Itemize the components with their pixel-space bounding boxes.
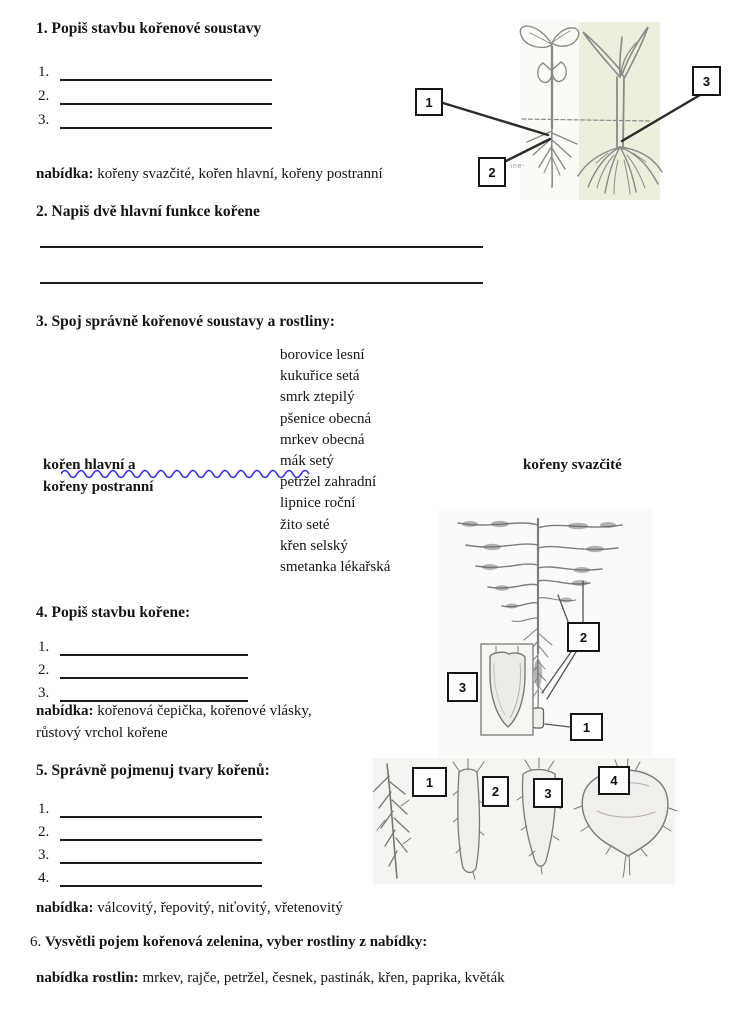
q3-right-option: kořeny svazčité: [523, 457, 622, 473]
q5-blank-row: [38, 868, 262, 887]
q1-blank-row: [38, 86, 272, 105]
q3-connection-squiggle: [61, 466, 315, 479]
q1-word-bank: [36, 166, 383, 183]
plant-item: pšenice obecná: [280, 410, 372, 427]
q5-blank-1-number: 1.: [38, 801, 50, 817]
q4-word-bank-line2: růstový vrchol kořene: [36, 725, 168, 741]
figA-label-2: 2: [478, 157, 506, 187]
q4-word-bank-text: kořenová čepička, kořenové vlásky,: [93, 703, 312, 719]
q4-blank-3-number: 3.: [38, 685, 50, 701]
q1-blank-3-number: 3.: [38, 112, 50, 128]
figC-label-4: 4: [598, 766, 630, 795]
q6-word-bank: [36, 970, 505, 987]
q1-blank-1-line: [60, 62, 272, 81]
plant-item: mák setý: [280, 453, 334, 470]
q4-blank-row: [38, 683, 248, 702]
q6-word-bank-label: nabídka rostlin:: [36, 970, 139, 986]
q4-title: 4. Popiš stavbu kořene:: [36, 604, 191, 621]
figC-label-1: 1: [412, 767, 447, 797]
q4-blank-1-line: [60, 637, 248, 656]
q4-blank-3-line: [60, 683, 248, 702]
q3-left-option-line1: kořen hlavní a: [43, 457, 136, 473]
q1-blank-2-line: [60, 86, 272, 105]
q4-blank-row: [38, 660, 248, 679]
q3-title: 3. Spoj správně kořenové soustavy a rostliny:: [36, 313, 335, 330]
q5-blank-row: [38, 845, 262, 864]
q2-title: 2. Napiš dvě hlavní funkce kořene: [36, 203, 260, 220]
q5-blank-row: [38, 822, 262, 841]
figure-root-shapes: [373, 756, 703, 906]
q1-blank-row: [38, 110, 272, 129]
figB-label-2: 2: [567, 622, 600, 652]
q5-blank-row: [38, 799, 262, 818]
q5-word-bank-text: válcovitý, řepovitý, niťovitý, vřetenovitý: [93, 900, 343, 916]
q6-title-number: 6.: [30, 934, 45, 950]
figB-label-3: 3: [447, 672, 478, 702]
q3-plant-list: [280, 345, 390, 578]
plant-item: křen selský: [280, 537, 348, 554]
figure-seedlings: [400, 15, 746, 210]
q4-word-bank: [36, 703, 312, 720]
q1-blank-row: [38, 62, 272, 81]
figA-label-1: 1: [415, 88, 443, 116]
q5-title: 5. Správně pojmenuj tvary kořenů:: [36, 762, 270, 779]
q1-title: 1. Popiš stavbu kořenové soustavy: [36, 20, 262, 37]
q1-blank-2-number: 2.: [38, 88, 50, 104]
figC-label-3: 3: [533, 778, 563, 808]
plant-item: petržel zahradní: [280, 474, 377, 491]
q5-blank-4-line: [60, 868, 262, 887]
q1-word-bank-label: nabídka:: [36, 166, 94, 182]
figA-scan-mark: ine-: [511, 163, 525, 170]
plant-item: žito seté: [280, 516, 330, 533]
figC-label-2: 2: [482, 776, 509, 807]
figA-label-3: 3: [692, 66, 721, 96]
q5-blank-3-number: 3.: [38, 847, 50, 863]
plant-item: borovice lesní: [280, 347, 365, 363]
q6-word-bank-text: mrkev, rajče, petržel, česnek, pastinák, křen, paprika, květák: [138, 970, 505, 986]
root-detail-sketch: [430, 503, 660, 763]
q5-blank-3-line: [60, 845, 262, 864]
plant-item: kukuřice setá: [280, 368, 360, 385]
q1-word-bank-text: kořeny svazčité, kořen hlavní, kořeny postranní: [93, 166, 383, 182]
plant-item: smetanka lékařská: [280, 559, 391, 576]
q5-word-bank-label: nabídka:: [36, 900, 94, 916]
q5-blank-1-line: [60, 799, 262, 818]
q4-blank-row: [38, 637, 248, 656]
q1-blank-1-number: 1.: [38, 64, 50, 80]
figure-root-detail: [430, 503, 660, 763]
q4-blank-1-number: 1.: [38, 639, 50, 655]
q1-blank-3-line: [60, 110, 272, 129]
q5-word-bank: [36, 900, 343, 917]
q5-blank-2-line: [60, 822, 262, 841]
q3-left-option-line2: kořeny postranní: [43, 479, 154, 495]
plant-item: smrk ztepilý: [280, 389, 355, 406]
q4-blank-2-number: 2.: [38, 662, 50, 678]
q5-blank-4-number: 4.: [38, 870, 50, 886]
q4-word-bank-label: nabídka:: [36, 703, 94, 719]
figB-label-1: 1: [570, 713, 603, 741]
q5-blank-2-number: 2.: [38, 824, 50, 840]
seedlings-sketch: [400, 15, 746, 210]
q4-blank-2-line: [60, 660, 248, 679]
q2-answer-line-2: [40, 282, 483, 284]
q6-title-text: Vysvětli pojem kořenová zelenina, vyber rostliny z nabídky:: [45, 934, 428, 950]
q6-title: [30, 934, 427, 951]
plant-item: mrkev obecná: [280, 431, 365, 448]
q2-answer-line-1: [40, 246, 483, 248]
plant-item: lipnice roční: [280, 495, 356, 512]
